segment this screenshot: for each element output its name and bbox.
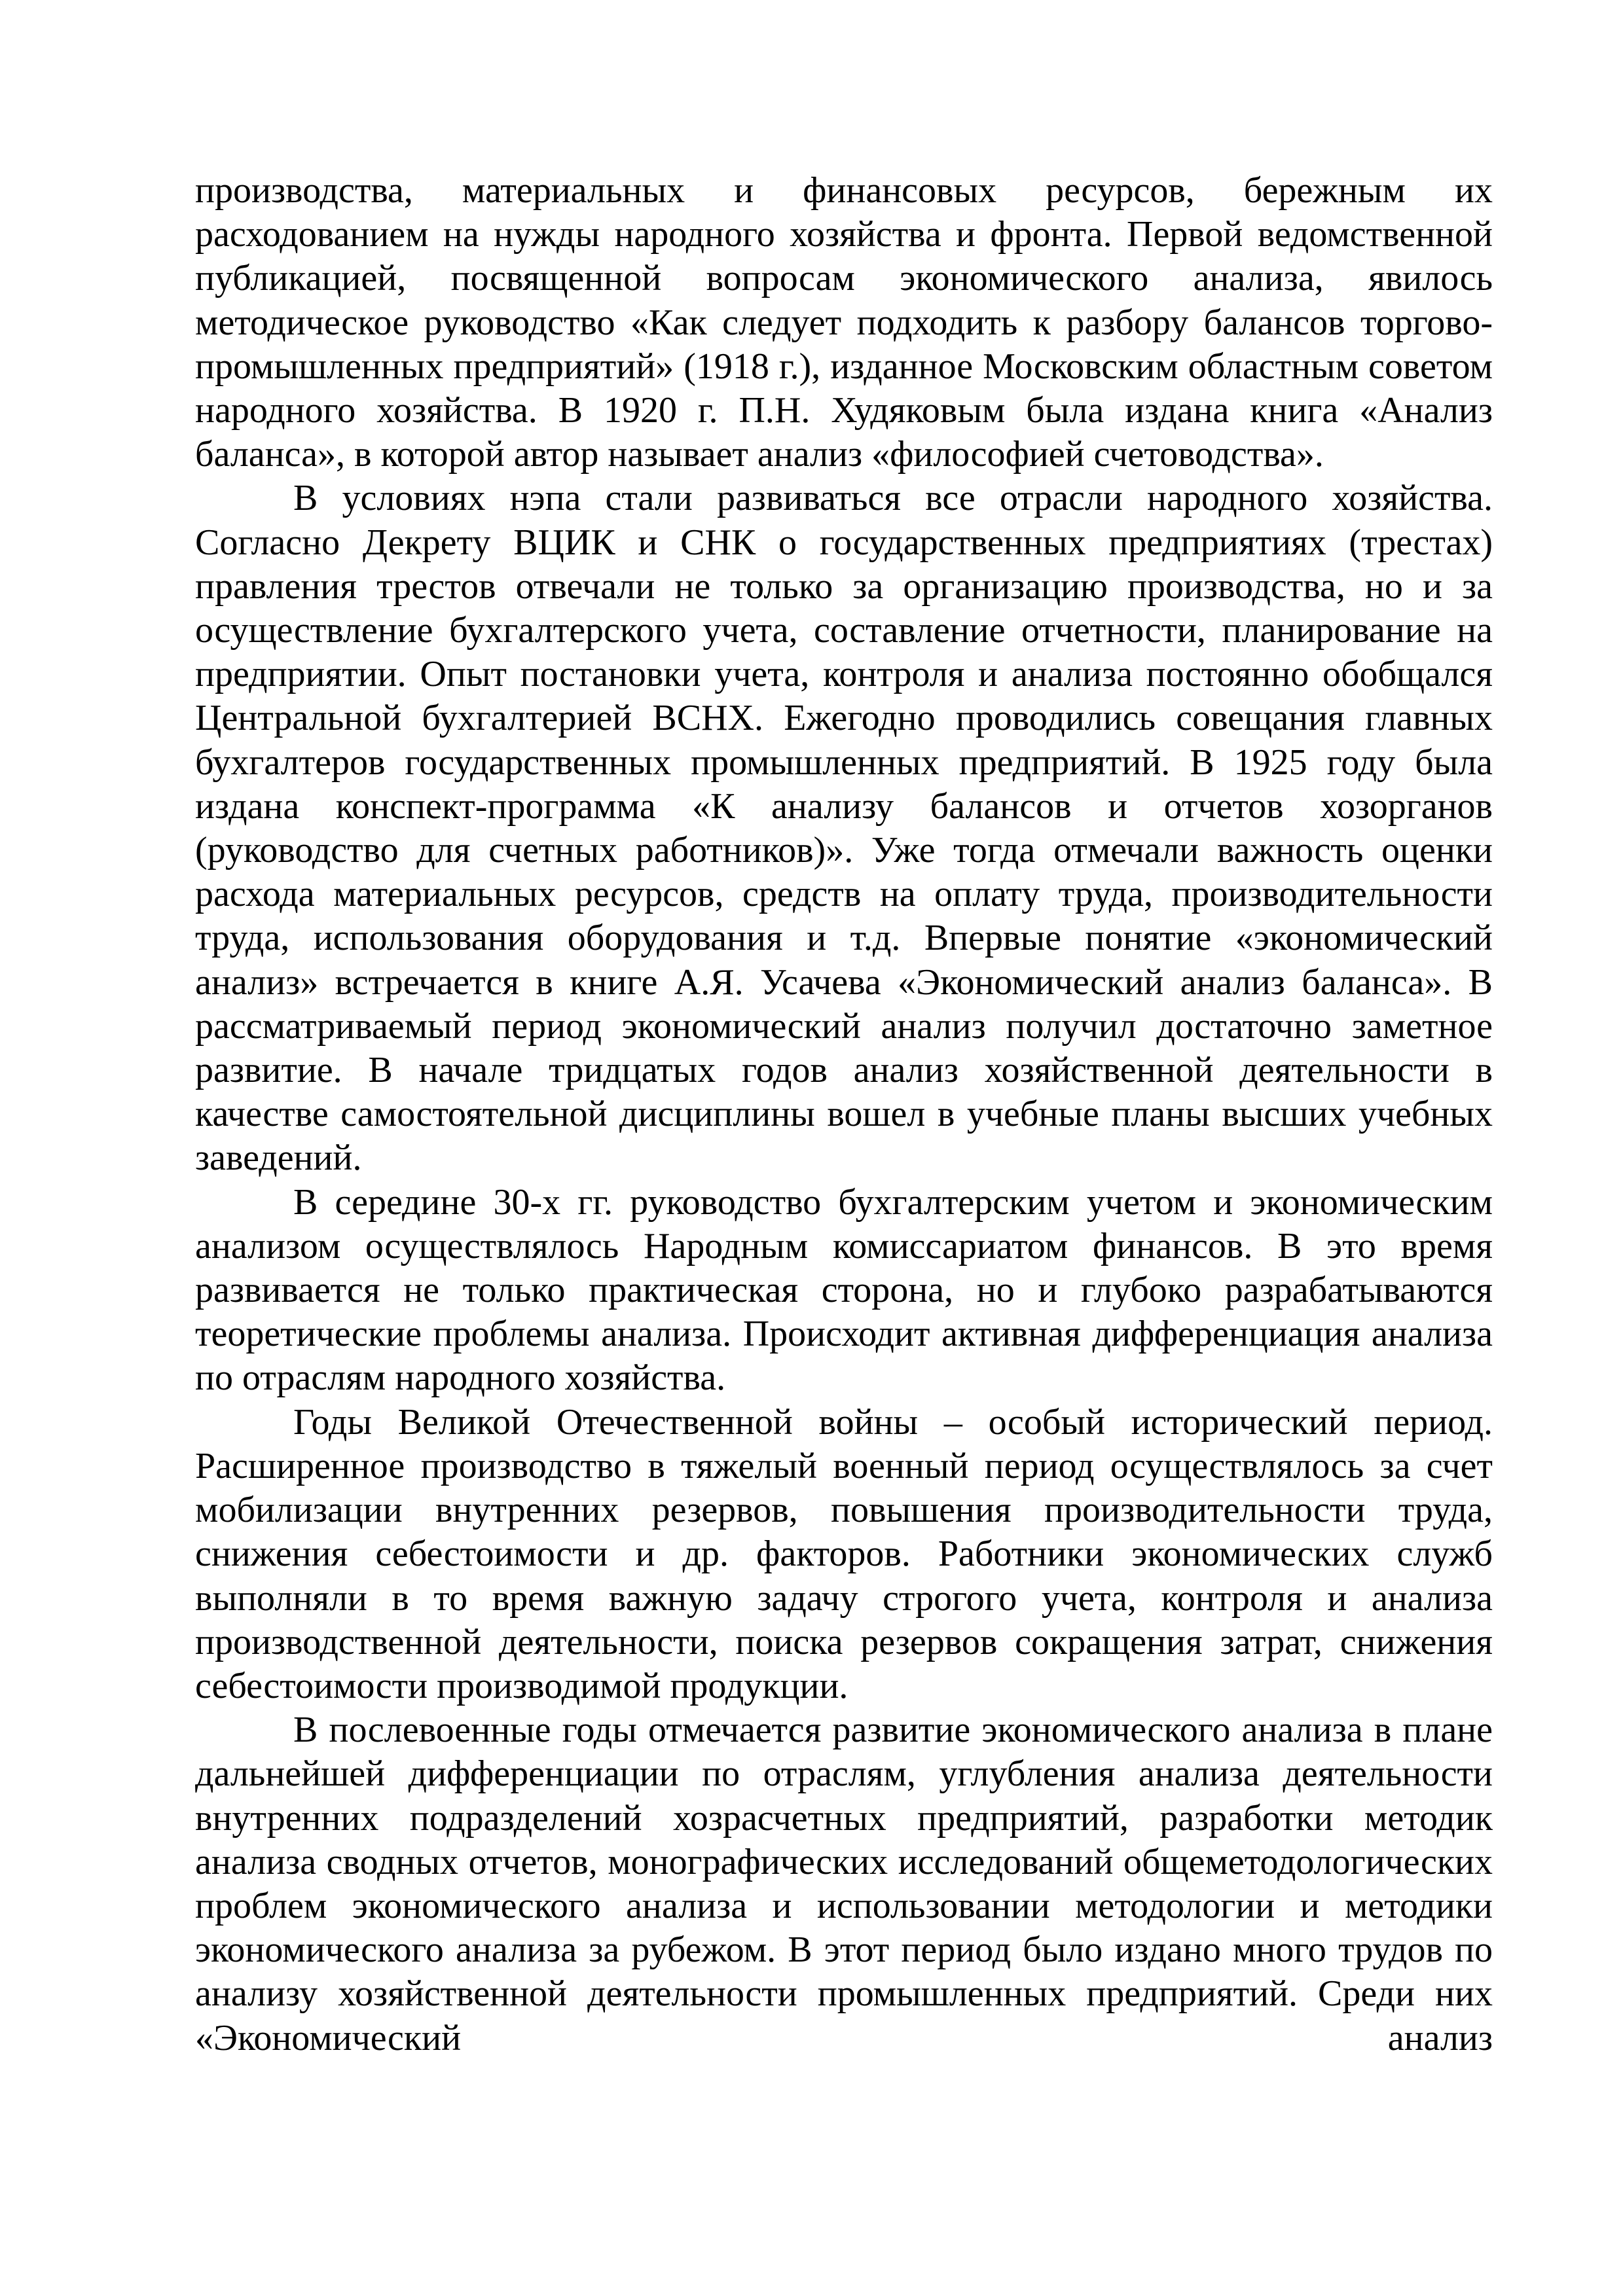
paragraph-1: производства, материальных и финансовых ресурсов, бережным их расходованием на нужды народного хозяйства и фронта. Первой ведомственной публикацией, посвященной вопросам экономического анализа, явилось методическое руководство «Как следует подходить к разбору балансов торгово-промышленных предприятий» (1918 г.), изданное Московским областным советом народного хозяйства. В 1920 г. П.Н. Худяковым была издана книга «Анализ баланса», в которой автор называет анализ «философией счетоводства». bbox=[195, 170, 1493, 475]
paragraph-3: В середине 30-х гг. руководство бухгалтерским учетом и экономическим анализом осуществлялось Народным комиссариатом финансов. В это время развивается не только практическая сторона, но и глубоко разрабатываются теоретические проблемы анализа. Происходит активная дифференциация анализа по отраслям народного хозяйства. bbox=[195, 1181, 1493, 1399]
paragraph-2: В условиях нэпа стали развиваться все отрасли народного хозяйства. Согласно Декрету ВЦИК и СНК о государственных предприятиях (трестах) правления трестов отвечали не только за организацию производства, но и за осуществление бухгалтерского учета, составление отчетности, планирование на предприятии. Опыт постановки учета, контроля и анализа постоянно обобщался Центральной бухгалтерией ВСНХ. Ежегодно проводились совещания главных бухгалтеров государственных промышленных предприятий. В 1925 году была издана конспект-программа «К анализу балансов и отчетов хозорганов (руководство для счетных работников)». Уже тогда отмечали важность оценки расхода материальных ресурсов, средств на оплату труда, производительности труда, использования оборудования и т.д. Впервые понятие «экономический анализ» встречается в книге А.Я. Усачева «Экономический анализ баланса». В рассматриваемый период экономический анализ получил достаточно заметное развитие. В начале тридцатых годов анализ хозяйственной деятельности в качестве самостоятельной дисциплины вошел в учебные планы высших учебных заведений. bbox=[195, 478, 1493, 1179]
body-text bbox=[195, 169, 1493, 2060]
paragraph-5: В послевоенные годы отмечается развитие экономического анализа в плане дальнейшей дифференциации по отраслям, углубления анализа деятельности внутренних подразделений хозрасчетных предприятий, разработки методик анализа сводных отчетов, монографических исследований общеметодологических проблем экономического анализа и использовании методологии и методики экономического анализа за рубежом. В этот период было издано много трудов по анализу хозяйственной деятельности промышленных предприятий. Среди них «Экономический анализ bbox=[195, 1710, 1493, 2058]
paragraph-4: Годы Великой Отечественной войны – особый исторический период. Расширенное производство в тяжелый военный период осуществлялось за счет мобилизации внутренних резервов, повышения производительности труда, снижения себестоимости и др. факторов. Работники экономических служб выполняли в то время важную задачу строгого учета, контроля и анализа производственной деятельности, поиска резервов сокращения затрат, снижения себестоимости производимой продукции. bbox=[195, 1401, 1493, 1706]
